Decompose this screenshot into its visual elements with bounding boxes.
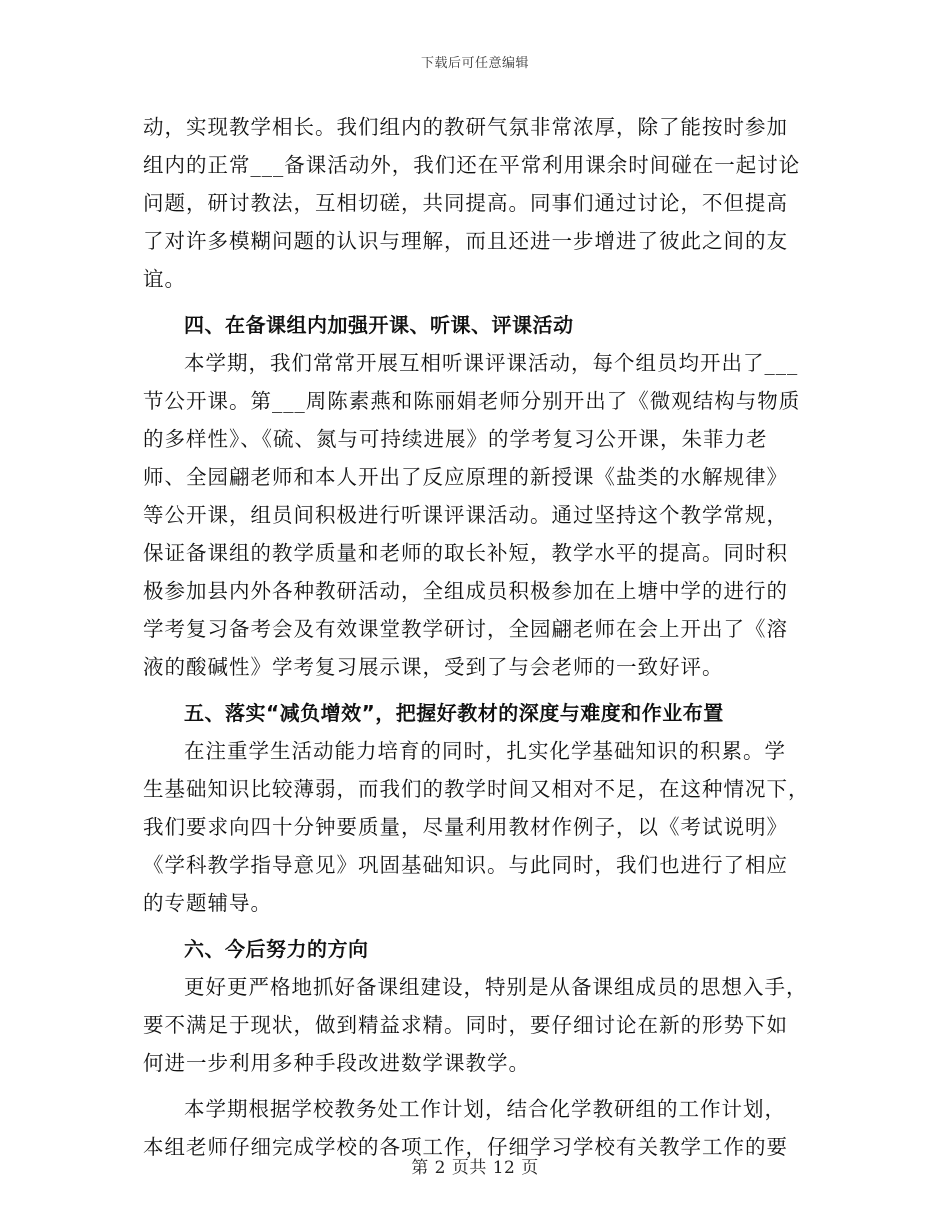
- text-line: 的多样性》、《硫、氮与可持续进展》的学考复习公开课，朱菲力老: [143, 427, 768, 451]
- text-line: 本学期，我们常常开展互相听课评课活动，每个组员均开出了___: [184, 351, 799, 375]
- text-line: 要不满足于现状，做到精益求精。同时，要仔细讨论在新的形势下如: [143, 1013, 788, 1037]
- text-line: 问题，研讨教法，互相切磋，共同提高。同事们通过讨论，不但提高: [143, 191, 788, 215]
- text-line: 了对许多模糊问题的认识与理解，而且还进一步增进了彼此之间的友: [143, 229, 788, 253]
- text-line: 的专题辅导。: [143, 891, 272, 915]
- text-line: 学考复习备考会及有效课堂教学研讨，全园翩老师在会上开出了《溶: [143, 617, 788, 641]
- page-number: 第 2 页共 12 页: [411, 1158, 539, 1178]
- text-line: 在注重学生活动能力培育的同时，扎实化学基础知识的积累。学: [184, 739, 786, 763]
- text-line: 保证备课组的教学质量和老师的取长补短，教学水平的提高。同时积: [143, 541, 788, 565]
- text-line: 液的酸碱性》学考复习展示课，受到了与会老师的一致好评。: [143, 655, 724, 679]
- text-line: 我们要求向四十分钟要质量，尽量利用教材作例子，以《考试说明》: [143, 815, 788, 839]
- text-line: 何进一步利用多种手段改进数学课教学。: [143, 1051, 530, 1075]
- text-line: 动，实现教学相长。我们组内的教研气氛非常浓厚，除了能按时参加: [143, 115, 788, 139]
- section-heading-5: 五、落实“减负增效”，把握好教材的深度与难度和作业布置: [184, 701, 724, 725]
- text-line: 组内的正常___备课活动外，我们还在平常利用课余时间碰在一起讨论: [143, 153, 801, 177]
- text-line: 本学期根据学校教务处工作计划，结合化学教研组的工作计划，: [184, 1097, 786, 1121]
- text-line: 更好更严格地抓好备课组建设，特别是从备课组成员的思想入手，: [184, 975, 808, 999]
- section-5-paragraph: [143, 732, 810, 922]
- page-header: 下载后可任意编辑: [420, 56, 529, 71]
- text-line: 本组老师仔细完成学校的各项工作，仔细学习学校有关教学工作的要: [143, 1135, 788, 1159]
- text-line: 等公开课，组员间积极进行听课评课活动。通过坚持这个教学常规，: [143, 503, 788, 527]
- text-line: 极参加县内外各种教研活动，全组成员积极参加在上塘中学的进行的: [143, 579, 788, 603]
- paragraph-continued: [143, 108, 803, 298]
- text-line: 生基础知识比较薄弱，而我们的教学时间又相对不足，在这种情况下，: [143, 777, 810, 801]
- text-line: 节公开课。第___周陈素燕和陈丽娟老师分别开出了《微观结构与物质: [143, 389, 801, 413]
- text-line: 《学科教学指导意见》巩固基础知识。与此同时，我们也进行了相应: [143, 853, 788, 877]
- text-line: 师、全园翩老师和本人开出了反应原理的新授课《盐类的水解规律》: [143, 465, 788, 489]
- section-6-paragraph: [143, 968, 808, 1082]
- section-heading-6: 六、今后努力的方向: [184, 937, 369, 961]
- section-4-paragraph: [143, 344, 803, 686]
- document-body: [143, 108, 810, 1166]
- section-heading-4: 四、在备课组内加强开课、听课、评课活动: [184, 313, 574, 337]
- text-line: 谊。: [143, 267, 186, 291]
